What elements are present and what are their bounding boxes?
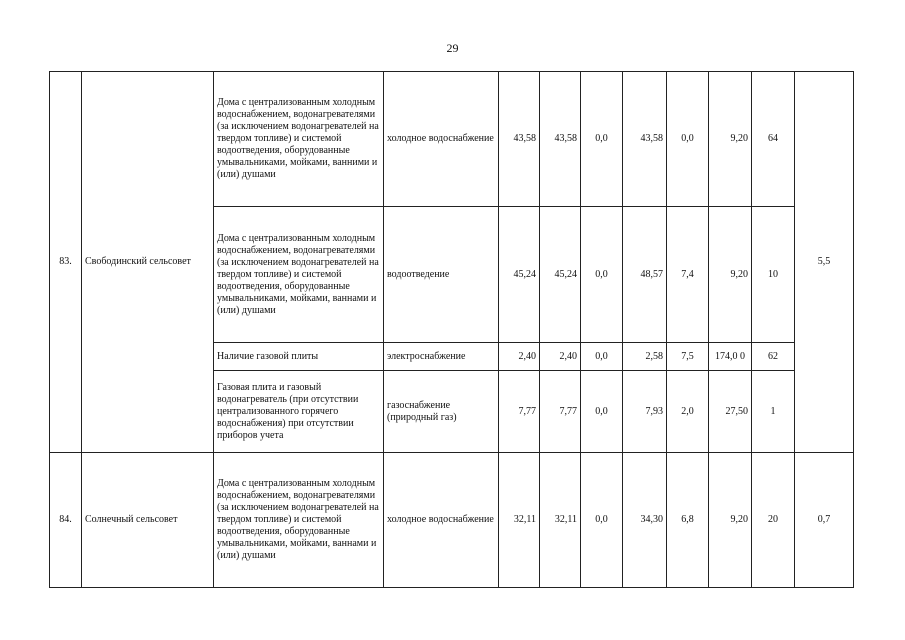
settlement-name: Свободинский сельсовет (82, 72, 214, 453)
value-cell: 32,11 (540, 453, 581, 588)
description-cell: Наличие газовой плиты (214, 343, 384, 371)
value-cell: 9,20 (709, 207, 752, 343)
group-total-cell: 0,7 (795, 453, 854, 588)
description-cell: Дома с централизованным холодным водоснабжением, водонагревателями (за исключением водонагревателей на твердом топливе) и системой водоотведения, оборудованные умывальниками, мойками, ванними и (или) душами (214, 72, 384, 207)
value-cell: 7,77 (499, 371, 540, 453)
value-cell: 7,5 (667, 343, 709, 371)
value-cell: 2,40 (499, 343, 540, 371)
value-cell: 7,4 (667, 207, 709, 343)
tariff-table (49, 71, 854, 588)
value-cell: 0,0 (581, 343, 623, 371)
settlement-name: Солнечный сельсовет (82, 453, 214, 588)
row-number: 84. (50, 453, 82, 588)
value-cell: 45,24 (540, 207, 581, 343)
value-cell: 7,77 (540, 371, 581, 453)
description-cell: Дома с централизованным холодным водоснабжением, водонагревателями (за исключением водонагревателей на твердом топливе) и системой водоотведения, оборудованные умывальниками, мойками, ваннами и (или) душами (214, 207, 384, 343)
group-total-cell: 5,5 (795, 72, 854, 453)
row-number: 83. (50, 72, 82, 453)
value-cell: 32,11 (499, 453, 540, 588)
value-cell: 43,58 (623, 72, 667, 207)
value-cell: 34,30 (623, 453, 667, 588)
value-cell: 0,0 (581, 371, 623, 453)
service-cell: холодное водоснабжение (384, 453, 499, 588)
value-cell: 0,0 (667, 72, 709, 207)
value-cell: 0,0 (581, 453, 623, 588)
value-cell: 6,8 (667, 453, 709, 588)
value-cell: 43,58 (499, 72, 540, 207)
value-cell: 2,0 (667, 371, 709, 453)
value-cell: 0,0 (581, 72, 623, 207)
value-cell: 9,20 (709, 453, 752, 588)
value-cell: 62 (752, 343, 795, 371)
value-cell: 1 (752, 371, 795, 453)
value-cell: 7,93 (623, 371, 667, 453)
service-cell: газоснабжение (природный газ) (384, 371, 499, 453)
service-cell: холодное водоснабжение (384, 72, 499, 207)
value-cell: 43,58 (540, 72, 581, 207)
value-cell: 0,0 (581, 207, 623, 343)
page-number: 29 (446, 41, 459, 55)
table-row (50, 72, 854, 207)
description-cell: Газовая плита и газовый водонагреватель (при отсутствии централизованного горячего водоснабжения) при отсутствии приборов учета (214, 371, 384, 453)
value-cell: 20 (752, 453, 795, 588)
value-cell: 48,57 (623, 207, 667, 343)
service-cell: электроснабжение (384, 343, 499, 371)
table-row (50, 453, 854, 588)
value-cell: 2,58 (623, 343, 667, 371)
value-cell: 9,20 (709, 72, 752, 207)
service-cell: водоотведение (384, 207, 499, 343)
value-cell: 2,40 (540, 343, 581, 371)
value-cell: 10 (752, 207, 795, 343)
description-cell: Дома с централизованным холодным водоснабжением, водонагревателями (за исключением водонагревателей на твердом топливе) и системой водоотведения, оборудованные умывальниками, мойками, ваннами и (или) душами (214, 453, 384, 588)
value-cell: 174,0 0 (709, 343, 752, 371)
value-cell: 64 (752, 72, 795, 207)
value-cell: 27,50 (709, 371, 752, 453)
value-cell: 45,24 (499, 207, 540, 343)
